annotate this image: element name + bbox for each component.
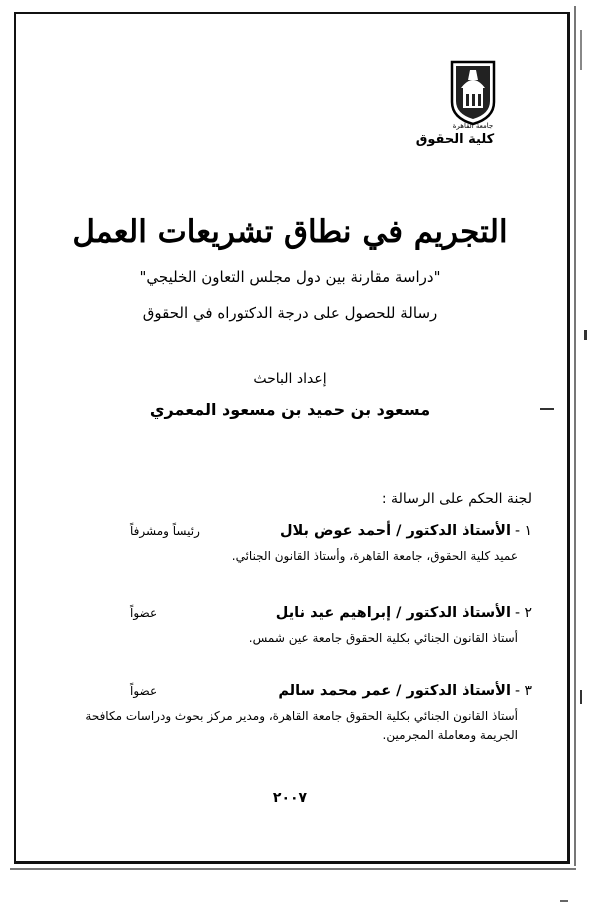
thesis-subtitle: "دراسة مقارنة بين دول مجلس التعاون الخليجي" [139, 268, 441, 286]
member-description: أستاذ القانون الجنائي بكلية الحقوق جامعة عين شمس. [248, 631, 518, 645]
member-name: الأستاذ الدكتور / إبراهيم عيد نايل [275, 605, 511, 621]
faculty-name: كلية الحقوق [415, 132, 495, 147]
scan-mark [580, 30, 582, 70]
member-role: عضواً [130, 684, 158, 698]
prepared-by-label: إعداد الباحث [253, 371, 327, 387]
committee-member-2 [72, 605, 532, 648]
border-shadow-right [574, 6, 576, 866]
committee-member-3 [72, 683, 532, 744]
thesis-title: التجريم في نطاق تشريعات العمل [72, 214, 508, 250]
border-shadow-bottom [10, 868, 576, 870]
member-description: أستاذ القانون الجنائي بكلية الحقوق جامعة القاهرة، ومدير مركز بحوث ودراسات مكافحة الجريمة ومعاملة المجرمين. [85, 709, 518, 742]
scan-mark [584, 330, 587, 340]
researcher-name: مسعود بن حميد بن مسعود المعمري [149, 400, 431, 419]
member-number: ١ - [514, 523, 532, 539]
member-name: الأستاذ الدكتور / عمر محمد سالم [278, 683, 511, 699]
scan-mark [540, 408, 554, 410]
committee-member-1 [72, 523, 532, 566]
member-role: رئيساً ومشرفاً [130, 524, 200, 538]
member-role: عضواً [130, 606, 158, 620]
committee-heading: لجنة الحكم على الرسالة : [381, 491, 532, 507]
member-number: ٢ - [514, 605, 532, 621]
scan-mark [580, 690, 582, 704]
cairo-university-logo [448, 58, 498, 130]
year: ٢٠٠٧ [272, 790, 308, 806]
scan-mark [560, 900, 568, 902]
logo-caption: جامعة القاهرة [452, 122, 494, 130]
member-number: ٣ - [514, 683, 532, 699]
member-description: عميد كلية الحقوق، جامعة القاهرة، وأستاذ القانون الجنائي. [231, 549, 518, 563]
degree-statement: رسالة للحصول على درجة الدكتوراه في الحقوق [142, 304, 438, 322]
member-name: الأستاذ الدكتور / أحمد عوض بلال [279, 523, 511, 539]
